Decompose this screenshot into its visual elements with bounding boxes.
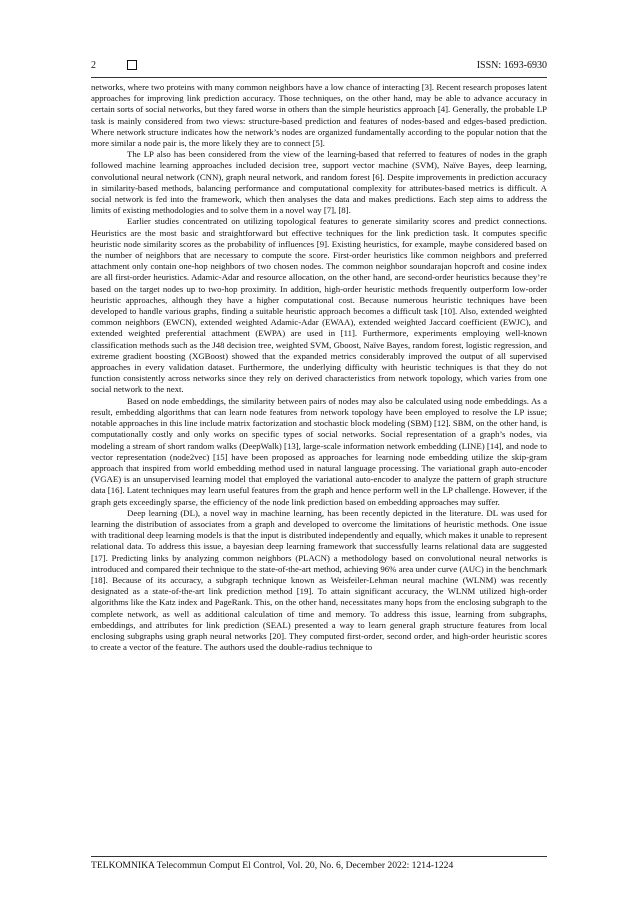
body-text bbox=[91, 82, 547, 653]
issn-label: ISSN: 1693-6930 bbox=[476, 60, 547, 71]
paragraph: Deep learning (DL), a novel way in machine learning, has been recently depicted in the literature. DL was used for learning the distribution of associates from a graph and developed to overcome the limitations of heuristic methods. One issue with traditional deep learning models is that the input is distributed independently and equally, which makes it unable to represent relational data. To address this issue, a bayesian deep learning framework that successfully learns relational data are suggested [17]. Predicting links by analyzing common neighbors (PLACN) a methodology based on convolutional neural networks is introduced and compared their technique to the state-of-the-art method, achieving 96% area under curve (AUC) in the benchmark [18]. Because of its accuracy, a subgraph technique known as Weisfeiler-Lehman neural machine (WLNM) was recently designated as a state-of-the-art link prediction method [19]. To attain significant accuracy, the WLNM utilized high-order algorithms like the Katz index and PageRank. This, on the other hand, necessitates many hops from the enclosing subgraph to the complete network, as well as additional calculation of time and memory. To address this issue, learning from subgraphs, embeddings, and attributes for link prediction (SEAL) presented a way to learn general graph structure features from local enclosing subgraphs using graph neural networks [20]. They computed first-order, second order, and high-order heuristic scores to create a vector of the feature. The authors used the double-radius technique to bbox=[91, 507, 547, 653]
paragraph: The LP also has been considered from the view of the learning-based that referred to features of nodes in the graph followed machine learning approaches included decision tree, support vector machine (SVM), Naïve Bayes, deep learning, convolutional neural network (CNN), graph neural network, and random forest [6]. Despite improvements in prediction accuracy in similarity-based methods, balancing performance and computational complexity for attributes-based metrics is difficult. A social network is fed into the framework, which then analyses the data and makes predictions. Each step aims to address the limits of existing methodologies and to solve them in a novel way [7], [8]. bbox=[91, 149, 547, 216]
page-header bbox=[91, 59, 547, 77]
checkbox-icon bbox=[127, 60, 137, 70]
page-number: 2 bbox=[91, 60, 96, 71]
footer-rule bbox=[91, 856, 547, 857]
journal-citation: TELKOMNIKA Telecommun Comput El Control, Vol. 20, No. 6, December 2022: 1214-1224 bbox=[91, 860, 454, 871]
paragraph: networks, where two proteins with many common neighbors have a low chance of interacting [3]. Recent research proposes latent approaches for improving link prediction accuracy. Those techniques, on the other hand, may be able to advance accuracy in certain sorts of social networks, but they fared worse in others than the simple heuristics approach [4]. Generally, the probable LP task is mainly considered from two views: structure-based prediction and features of nodes-based and edges-based prediction. Where network structure indicates how the network’s nodes are organized fundamentally according to the popular notion that the more similar a node pair is, the more likely they are to connect [5]. bbox=[91, 82, 547, 149]
paragraph: Based on node embeddings, the similarity between pairs of nodes may also be calculated using node embeddings. As a result, embedding algorithms that can learn node features from network topology have been employed to resolve the LP issue; notable approaches in this line include matrix factorization and stochastic block modeling (SBM) [12]. SBM, on the other hand, is computationally costly and only works on specific types of social networks. Social representation of a graph’s nodes, via modeling a stream of short random walks (DeepWalk) [13], large-scale information network embedding (LINE) [14], and node to vector representation (node2vec) [15] have been proposed as approaches for learning node embedding utilize the skip-gram approach that inspired from world embedding method used in natural language processing. The variational graph auto-encoder (VGAE) is an unsupervised learning model that employed the variational auto-encoder to analyze the pattern of graph structure data [16]. Latent techniques may learn useful features from the graph and hence perform well in the LP challenge. However, if the graph gets exceedingly sparse, the efficiency of the node link prediction based on embedding approaches may suffer. bbox=[91, 395, 547, 507]
paragraph: Earlier studies concentrated on utilizing topological features to generate similarity scores and predict connections. Heuristics are the most basic and straightforward but effective techniques for the link prediction task. It computes specific heuristic node similarity scores as the probability of influences [9]. Existing heuristics, for example, maybe considered based on the number of neighbors that are necessary to compute the score. First-order heuristics like common neighbors and preferred attachment only contain one-hop neighbors of two chosen nodes. The common neighbor soundarajan hopcroft and cosine index are all first-order heuristics. Adamic-Adar and resource allocation, on the other hand, are second-order heuristics because they’re based on the target nodes up to two-hop proximity. In addition, high-order heuristic methods frequently outperform low-order heuristic approaches, although they have a higher computational cost. Because numerous heuristic techniques have been developed to handle various graphs, finding a suitable heuristic approach becomes a difficult task [10]. Also, extended weighted common neighbors (EWCN), extended weighted Adamic-Adar (EWAA), extended weighted Jaccard coefficient (EWJC), and extended weighted preferential attachment (EWPA) are used in [11]. Furthermore, experiments employing well-known classification methods such as the J48 decision tree, weighted SVM, Gboost, Naïve Bayes, random forest, logistic regression, and extreme gradient boosting (XGBoost) showed that the expanded metrics considerably improved the output of all supervised approaches in every validation dataset. Furthermore, the underlying difficulty with heuristic techniques is that they do not function consistently across networks since they rely on derived characteristics from network topology, which varies from one social network to the next. bbox=[91, 216, 547, 395]
header-rule bbox=[91, 77, 547, 78]
